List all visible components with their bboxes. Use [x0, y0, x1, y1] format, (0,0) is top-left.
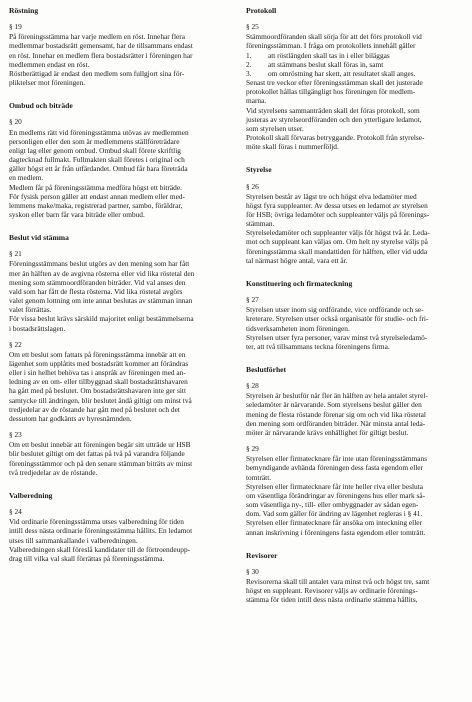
text-line: kreterare. Styrelsen utser också organisatör för studie- och fri-	[246, 314, 429, 324]
list-item	[246, 69, 464, 78]
text-line: som väsentliga ny-, till- eller ombyggnader av sådan egen-	[246, 500, 419, 510]
text-line: föreningsstämmor och på den senare stämman biträts av minst	[9, 458, 193, 468]
text-line: om väsentliga förändringar av föreningens hus eller mark så-	[246, 490, 426, 500]
text-line: mening de flesta röstande förenar sig om och vid lika röstetal	[246, 409, 426, 419]
text-line: pliktelser mot föreningen.	[9, 78, 86, 88]
text-line: Protokoll skall förvaras betryggande. Protokoll från styrelse-	[246, 133, 425, 143]
text-line: stämma för tiden intill dess nästa ordinarie stämma hållits,	[246, 595, 418, 605]
text-line: Vid styrelsens sammanträden skall det föras protokoll, som	[246, 105, 420, 115]
paragraph-number: § 23	[9, 430, 22, 440]
paragraph-section	[9, 430, 227, 477]
text-line: Om ett beslut innebär att föreningen begär sitt utträde ur HSB	[9, 440, 191, 450]
section-heading: Konstituering och firmateckning	[246, 278, 353, 288]
paragraph-section	[9, 507, 227, 563]
list-item	[246, 60, 464, 69]
paragraph-section	[246, 182, 464, 265]
text-line: Styrelsen utser fyra personer, varav minst två styrelseledamö-	[246, 332, 428, 342]
text-line: En medlems rätt vid föreningsstämma utövas av medlemmen	[9, 127, 189, 137]
section-heading: Röstning	[9, 6, 39, 15]
text-line: medlemmar bostadsrätt gemensamt, har de tillsammans endast	[9, 41, 193, 51]
text-line: tal närmast högre antal, vara ett år.	[246, 255, 348, 265]
text-line: lägenhet som upplåtits med bostadsrätt kommer att förändras	[9, 359, 189, 368]
paragraph-number: § 21	[9, 249, 22, 259]
list-item-number: 2.	[246, 59, 252, 69]
text-line: Senast tre veckor efter föreningsstämman skall det justerade	[246, 78, 423, 88]
text-line: som styrelsen utser.	[246, 123, 304, 133]
paragraph-section	[246, 381, 464, 437]
paragraph-section	[9, 117, 227, 219]
text-line: mer än hälften av de avgivna rösterna eller vid lika röstetal den	[9, 268, 195, 278]
text-line: Styrelsen eller firmatecknare får ansöka om inteckning eller	[246, 518, 422, 528]
text-line: Styrelsen utser inom sig ordförande, vice ordförande och se-	[246, 305, 424, 315]
text-line: högst en suppleant. Revisorer väljs av ordinarie förenings-	[246, 586, 418, 596]
text-line: Röstberättigad är endast den medlem som fullgjort sina för-	[9, 68, 185, 78]
paragraph-number: § 25	[246, 22, 259, 32]
text-line: Styrelsen består av lägst tre och högst elva ledamöter med	[246, 191, 417, 201]
text-line: högst fyra suppleanter. Av dessa utses en ledamot av styrelsen	[246, 200, 428, 210]
paragraph-section	[246, 22, 464, 151]
section-heading: Styrelse	[246, 165, 272, 175]
paragraph-section	[246, 567, 464, 605]
text-line: valet genom lottning om inte annat beslutas av stämman innan	[9, 296, 193, 306]
text-line: För vissa beslut krävs särskild majoritet enligt bestämmelserna	[9, 314, 194, 324]
text-line: Om ett beslut som fattats på föreningsstämma innebär att en	[9, 349, 186, 359]
paragraph-number: § 22	[9, 339, 22, 349]
text-line: intill dess nästa ordinarie föreningsstämma hållits. En ledamot	[9, 526, 193, 536]
text-line: föreningsstämma skall mandattiden för hälften, eller vid udda	[246, 246, 428, 256]
section-heading: Beslut vid stämma	[9, 233, 69, 243]
text-line: i bostadsrättslagen.	[9, 323, 66, 333]
text-line: Medlem får på föreningsstämma medföra högst ett biträde.	[9, 182, 182, 192]
list-item-number: 1.	[246, 50, 252, 60]
paragraph-section	[9, 340, 227, 423]
text-line: mening som stämmoordföranden biträder. Vid val anses den	[9, 277, 186, 287]
text-line: en röst. Innehar en medlem flera bostadsrätter i föreningen har	[9, 50, 193, 60]
text-line: möter är närvarande krävs enhällighet för giltigt beslut.	[246, 427, 409, 437]
text-line: Vid ordinarie föreningsstämma utses valberedning för tiden	[9, 517, 184, 527]
paragraph-number: § 26	[246, 181, 259, 191]
text-line: Styrelsen eller firmatecknare får inte heller riva eller besluta	[246, 481, 423, 491]
text-line: Revisorerna skall till antalet vara minst två och högst tre, samt	[246, 576, 430, 586]
paragraph-number: § 29	[246, 444, 259, 454]
text-line: personligen eller den som är medlemmens ställföreträdare	[9, 136, 180, 146]
text-line: ha gått med på beslutet. Om bostadsrättshavaren inte ger sitt	[9, 386, 187, 396]
right-column	[246, 6, 464, 604]
text-line: annan inskrivning i föreningens fasta egendom eller tomträtt.	[246, 527, 426, 537]
text-line: dessutom har godkänts av hyresnämnden.	[9, 413, 132, 423]
list-item	[246, 51, 464, 60]
text-line: två tredjedelar av de röstande.	[9, 467, 98, 477]
list-item-number: 3.	[246, 68, 252, 78]
text-line: blir beslutet giltigt om det fattas på två på varandra följande	[9, 449, 185, 459]
text-line: Styrelsen är beslutför när fler än hälften av hela antalet styrel-	[246, 391, 428, 401]
paragraph-number: § 24	[9, 507, 22, 517]
section-heading: Beslutförhet	[246, 365, 287, 374]
text-line: För fysisk person gäller att endast annan medlem eller med-	[9, 191, 185, 201]
text-line: föreningsstämman. I fråga om protokollets innehåll gäller	[246, 41, 416, 51]
section-heading: Ombud och biträde	[9, 101, 73, 111]
text-line: valet förrättas.	[9, 305, 52, 315]
section-heading: Revisorer	[246, 550, 278, 560]
text-line: drag till vilka val skall förrättas på föreningsstämma.	[9, 553, 165, 563]
list-item-text: att röstlängden skall tas in i eller biläggas	[268, 50, 390, 60]
text-line: Stämmoordföranden skall sörja för att det förs protokoll vid	[246, 32, 422, 42]
paragraph-section	[246, 295, 464, 351]
text-line: gäller högst ett år från utfärdandet. Ombud får bara företräda	[9, 164, 188, 174]
text-line: ledning av en om- eller tillbyggnad skall bostadsrättshavaren	[9, 377, 188, 387]
text-line: utses till sammankallande i valberedningen.	[9, 535, 138, 545]
paragraph-number: § 27	[246, 295, 259, 305]
text-line: lemmens make/maka, registrerad partner, sambo, föräldrar,	[9, 200, 183, 210]
paragraph-section	[246, 444, 464, 537]
text-line: den mening som ordföranden biträder. När minsta antal leda-	[246, 418, 426, 428]
paragraph-section	[9, 249, 227, 332]
text-line: dom. Vad som gäller för ändring av lägenhet regleras i § 41.	[246, 509, 423, 519]
text-line: syskon eller barn får vara biträde eller ombud.	[9, 209, 145, 219]
paragraph-number: § 30	[246, 566, 259, 576]
text-line: stämman.	[246, 219, 275, 229]
section-heading: Protokoll	[246, 6, 277, 15]
text-line: medlemmen endast en röst.	[9, 59, 90, 69]
text-line: för HSB; övriga ledamöter och suppleanter väljs på förenings-	[246, 209, 430, 219]
text-line: Styrelseledamöter och suppleanter väljs för högst två år. Leda-	[246, 228, 430, 238]
text-line: bemyndigande avhända föreningen dess fasta egendom eller	[246, 463, 423, 473]
text-line: ter, att två tillsammans teckna föreningens firma.	[246, 341, 390, 351]
text-line: justeras av styrelseordföranden och den ytterligare ledamot,	[246, 114, 422, 124]
paragraph-number: § 19	[9, 22, 22, 32]
text-line: Styrelsen eller firmatecknare får inte utan föreningsstämmans	[246, 454, 428, 464]
text-line: samtycke till ändringen, blir beslutet ändå giltigt om minst två	[9, 395, 192, 405]
text-line: tredjedelar av de röstande har gått med på beslutet och det	[9, 404, 180, 414]
paragraph-number: § 28	[246, 381, 259, 391]
text-line: marna.	[246, 96, 267, 106]
text-line: Föreningsstämmans beslut utgörs av den mening som har fått	[9, 259, 190, 269]
text-line: enligt lag eller genom ombud. Ombud skall förete skriftlig	[9, 145, 181, 155]
paragraph-section	[9, 22, 227, 87]
list-item-text: att stämmans beslut skall föras in, samt	[268, 59, 384, 69]
section-heading: Valberedning	[9, 490, 53, 500]
text-line: Valberedningen skall föreslå kandidater till de förtroendeupp-	[9, 544, 191, 554]
text-line: seledamöter är närvarande. Som styrelsens beslut gäller den	[246, 400, 422, 410]
left-column	[9, 6, 227, 563]
text-line: tidsverksamheten inom föreningen.	[246, 323, 350, 333]
text-line: På föreningsstämma har varje medlem en röst. Innehar flera	[9, 32, 185, 42]
text-line: tomträtt.	[246, 472, 272, 482]
text-line: en medlem.	[9, 173, 44, 183]
text-line: protokollet hållas tillgängligt hos föreningen för medlem-	[246, 87, 416, 97]
text-line: möte skall föras i nummerföljd.	[246, 142, 339, 152]
list-item-text: om omröstning har skett, att resultatet skall anges.	[268, 68, 416, 78]
text-line: eller i sin helhet behöva tas i anspråk av föreningen med an-	[9, 368, 186, 378]
paragraph-number: § 20	[9, 117, 22, 127]
text-line: vald som har fått de flesta rösterna. Vid lika röstetal avgörs	[9, 286, 183, 296]
text-line: mot och suppleant kan väljas om. Om helt ny styrelse väljs på	[246, 237, 428, 247]
text-line: dagtecknad fullmakt. Fullmakten skall företes i original och	[9, 155, 185, 165]
